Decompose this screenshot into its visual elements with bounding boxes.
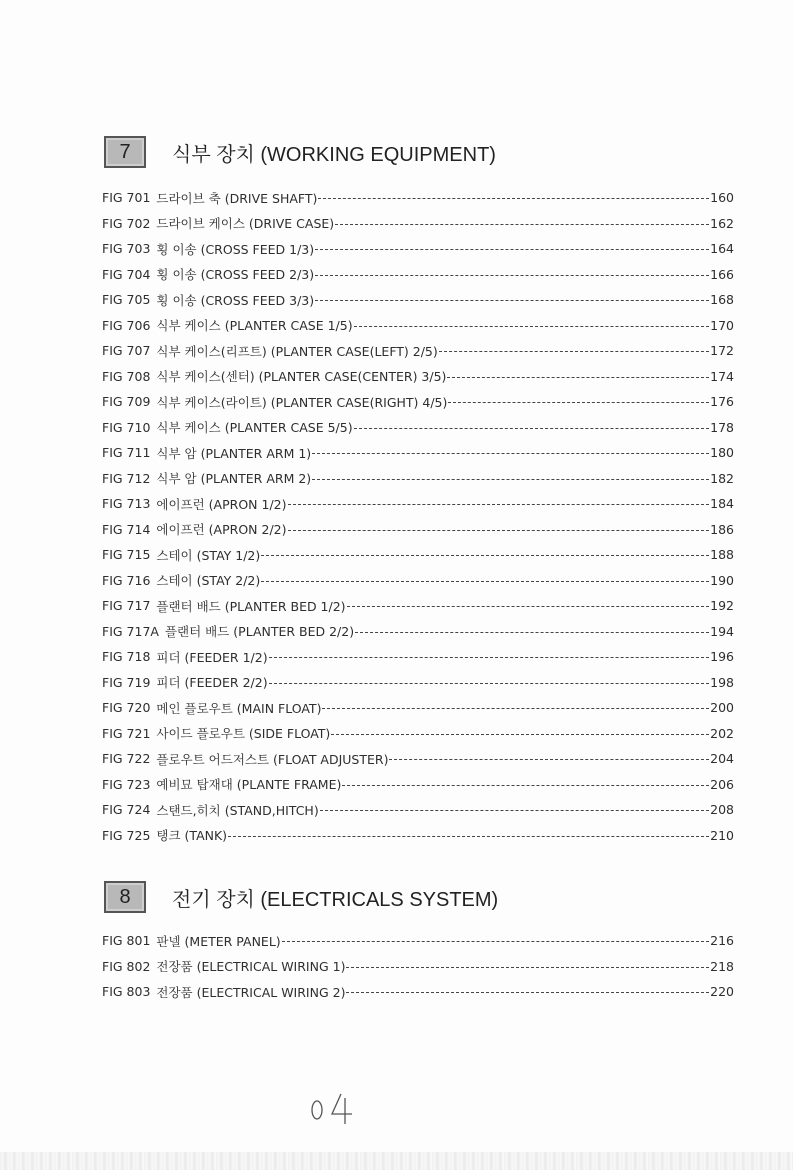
section-number-badge: 8 [104,881,146,913]
toc-figure-number: FIG 722 [102,751,151,767]
toc-entry [102,823,734,849]
toc-entry-title: 횡 이송 (CROSS FEED 1/3) [156,241,315,257]
toc-figure-number: FIG 708 [102,368,151,384]
toc-entry [102,415,734,441]
toc-entry [102,644,734,670]
toc-figure-number: FIG 706 [102,317,151,333]
toc-leader-dashes [312,479,709,480]
toc-entry [102,772,734,798]
toc-page-number: 182 [710,470,734,486]
toc-entry [102,695,734,721]
toc-page-number: 170 [710,317,734,333]
toc-entry-title: 식부 케이스(센터) (PLANTER CASE(CENTER) 3/5) [156,369,447,385]
toc-entry-title: 스테이 (STAY 2/2) [156,573,261,589]
toc-figure-number: FIG 718 [102,649,151,665]
toc-page-number: 160 [710,190,734,206]
toc-figure-number: FIG 705 [102,292,151,308]
section-title: 전기 장치 (ELECTRICALS SYSTEM) [172,888,499,911]
toc-figure-number: FIG 725 [102,827,151,843]
toc-figure-number: FIG 712 [102,470,151,486]
toc-entry [102,568,734,594]
toc-page-number: 178 [710,419,734,435]
toc-entry-title: 스탠드,히치 (STAND,HITCH) [156,802,319,818]
toc-page-number: 208 [710,802,734,818]
toc-entry [102,670,734,696]
toc-figure-number: FIG 801 [102,933,151,949]
toc-entry [102,338,734,364]
toc-leader-dashes [354,428,710,429]
toc-leader-dashes [320,810,709,811]
toc-figure-number: FIG 709 [102,394,151,410]
toc-leader-dashes [261,555,709,556]
toc-entry-title: 식부 케이스(라이트) (PLANTER CASE(RIGHT) 4/5) [156,394,448,410]
toc-entry-title: 예비묘 탑재대 (PLANTE FRAME) [156,777,342,793]
toc-entry [102,928,734,954]
toc-figure-number: FIG 707 [102,343,151,359]
toc-leader-dashes [346,967,709,968]
toc-entry-title: 플랜터 배드 (PLANTER BED 1/2) [156,598,346,614]
toc-leader-dashes [318,198,709,199]
toc-figure-number: FIG 802 [102,958,151,974]
toc-leader-dashes [335,224,709,225]
toc-entry [102,185,734,211]
toc-page-number: 216 [710,933,734,949]
toc-entry [102,364,734,390]
toc-page-number: 210 [710,827,734,843]
toc-figure-number: FIG 703 [102,241,151,257]
handwritten-page-note [308,1086,368,1126]
toc-page-number: 174 [710,368,734,384]
toc-entry [102,236,734,262]
toc-entry [102,313,734,339]
toc-entry-title: 드라이브 축 (DRIVE SHAFT) [156,190,318,206]
toc-page-number: 186 [710,521,734,537]
toc-entry [102,721,734,747]
scan-edge-artifact [0,1152,793,1170]
toc-page-number: 176 [710,394,734,410]
toc-page-number: 166 [710,266,734,282]
toc-entry-title: 피더 (FEEDER 1/2) [156,649,268,665]
toc-entry [102,440,734,466]
toc-figure-number: FIG 723 [102,776,151,792]
toc-figure-number: FIG 716 [102,572,151,588]
toc-entry-title: 식부 케이스(리프트) (PLANTER CASE(LEFT) 2/5) [156,343,438,359]
toc-leader-dashes [448,402,709,403]
toc-entry-title: 횡 이송 (CROSS FEED 2/3) [156,267,315,283]
toc-leader-dashes [322,708,709,709]
toc-leader-dashes [269,657,710,658]
toc-entry-title: 판넬 (METER PANEL) [156,933,281,949]
toc-entry-title: 스테이 (STAY 1/2) [156,547,261,563]
toc-leader-dashes [288,504,710,505]
toc-figure-number: FIG 710 [102,419,151,435]
toc-leader-dashes [315,249,709,250]
toc-entry-title: 에이프런 (APRON 2/2) [156,522,287,538]
toc-page-number: 162 [710,215,734,231]
toc-leader-dashes [261,581,709,582]
toc-figure-number: FIG 713 [102,496,151,512]
toc-leader-dashes [315,275,709,276]
toc-entry-title: 식부 케이스 (PLANTER CASE 5/5) [156,420,353,436]
toc-entry-title: 전장품 (ELECTRICAL WIRING 2) [156,984,346,1000]
toc-entry [102,542,734,568]
toc-figure-number: FIG 702 [102,215,151,231]
toc-leader-dashes [228,836,709,837]
toc-entry [102,746,734,772]
toc-leader-dashes [447,377,709,378]
toc-page-number: 204 [710,751,734,767]
toc-page-number: 168 [710,292,734,308]
toc-leader-dashes [355,632,709,633]
toc-list-section-7 [102,185,734,848]
toc-entry-title: 에이프런 (APRON 1/2) [156,496,287,512]
toc-entry-title: 탱크 (TANK) [156,828,228,844]
toc-leader-dashes [342,785,709,786]
toc-leader-dashes [347,606,710,607]
toc-figure-number: FIG 704 [102,266,151,282]
section-number-badge: 7 [104,136,146,168]
toc-page-number: 188 [710,547,734,563]
toc-leader-dashes [282,941,709,942]
toc-entry-title: 피더 (FEEDER 2/2) [156,675,268,691]
toc-figure-number: FIG 715 [102,547,151,563]
toc-entry [102,517,734,543]
toc-entry-title: 사이드 플로우트 (SIDE FLOAT) [156,726,331,742]
toc-leader-dashes [389,759,709,760]
toc-figure-number: FIG 720 [102,700,151,716]
toc-entry-title: 전장품 (ELECTRICAL WIRING 1) [156,959,346,975]
toc-entry-title: 횡 이송 (CROSS FEED 3/3) [156,292,315,308]
toc-page-number: 202 [710,725,734,741]
toc-figure-number: FIG 701 [102,190,151,206]
toc-page-number: 194 [710,623,734,639]
toc-entry-title: 플로우트 어드저스트 (FLOAT ADJUSTER) [156,751,389,767]
toc-entry-title: 식부 암 (PLANTER ARM 1) [156,445,312,461]
toc-leader-dashes [288,530,710,531]
toc-page-number: 172 [710,343,734,359]
toc-page-number: 190 [710,572,734,588]
toc-figure-number: FIG 717 [102,598,151,614]
toc-figure-number: FIG 717A [102,623,159,639]
toc-leader-dashes [439,351,709,352]
toc-figure-number: FIG 719 [102,674,151,690]
toc-leader-dashes [354,326,710,327]
toc-leader-dashes [315,300,709,301]
section-header-8 [104,881,498,913]
toc-page-number: 164 [710,241,734,257]
toc-page-number: 198 [710,674,734,690]
toc-entry [102,287,734,313]
toc-figure-number: FIG 803 [102,984,151,1000]
toc-page-number: 206 [710,776,734,792]
toc-entry-title: 식부 암 (PLANTER ARM 2) [156,471,312,487]
toc-entry [102,389,734,415]
toc-entry [102,211,734,237]
section-header-7 [104,136,496,168]
toc-entry-title: 메인 플로우트 (MAIN FLOAT) [156,700,322,716]
toc-entry [102,466,734,492]
toc-entry [102,491,734,517]
toc-entry-title: 드라이브 케이스 (DRIVE CASE) [156,216,335,232]
toc-entry [102,262,734,288]
toc-page-number: 192 [710,598,734,614]
toc-figure-number: FIG 714 [102,521,151,537]
toc-leader-dashes [331,734,709,735]
toc-page-number: 220 [710,984,734,1000]
toc-page-number: 218 [710,958,734,974]
toc-entry-title: 식부 케이스 (PLANTER CASE 1/5) [156,318,353,334]
toc-leader-dashes [269,683,710,684]
toc-leader-dashes [312,453,709,454]
toc-list-section-8 [102,928,734,1005]
toc-figure-number: FIG 724 [102,802,151,818]
toc-entry [102,954,734,980]
toc-figure-number: FIG 711 [102,445,151,461]
toc-leader-dashes [346,992,709,993]
toc-page-number: 184 [710,496,734,512]
toc-page-number: 196 [710,649,734,665]
toc-entry [102,593,734,619]
section-title: 식부 장치 (WORKING EQUIPMENT) [172,143,496,166]
toc-entry [102,619,734,645]
toc-page-number: 200 [710,700,734,716]
toc-figure-number: FIG 721 [102,725,151,741]
toc-entry [102,979,734,1005]
toc-page-number: 180 [710,445,734,461]
toc-entry [102,797,734,823]
toc-entry-title: 플랜터 배드 (PLANTER BED 2/2) [164,624,355,640]
